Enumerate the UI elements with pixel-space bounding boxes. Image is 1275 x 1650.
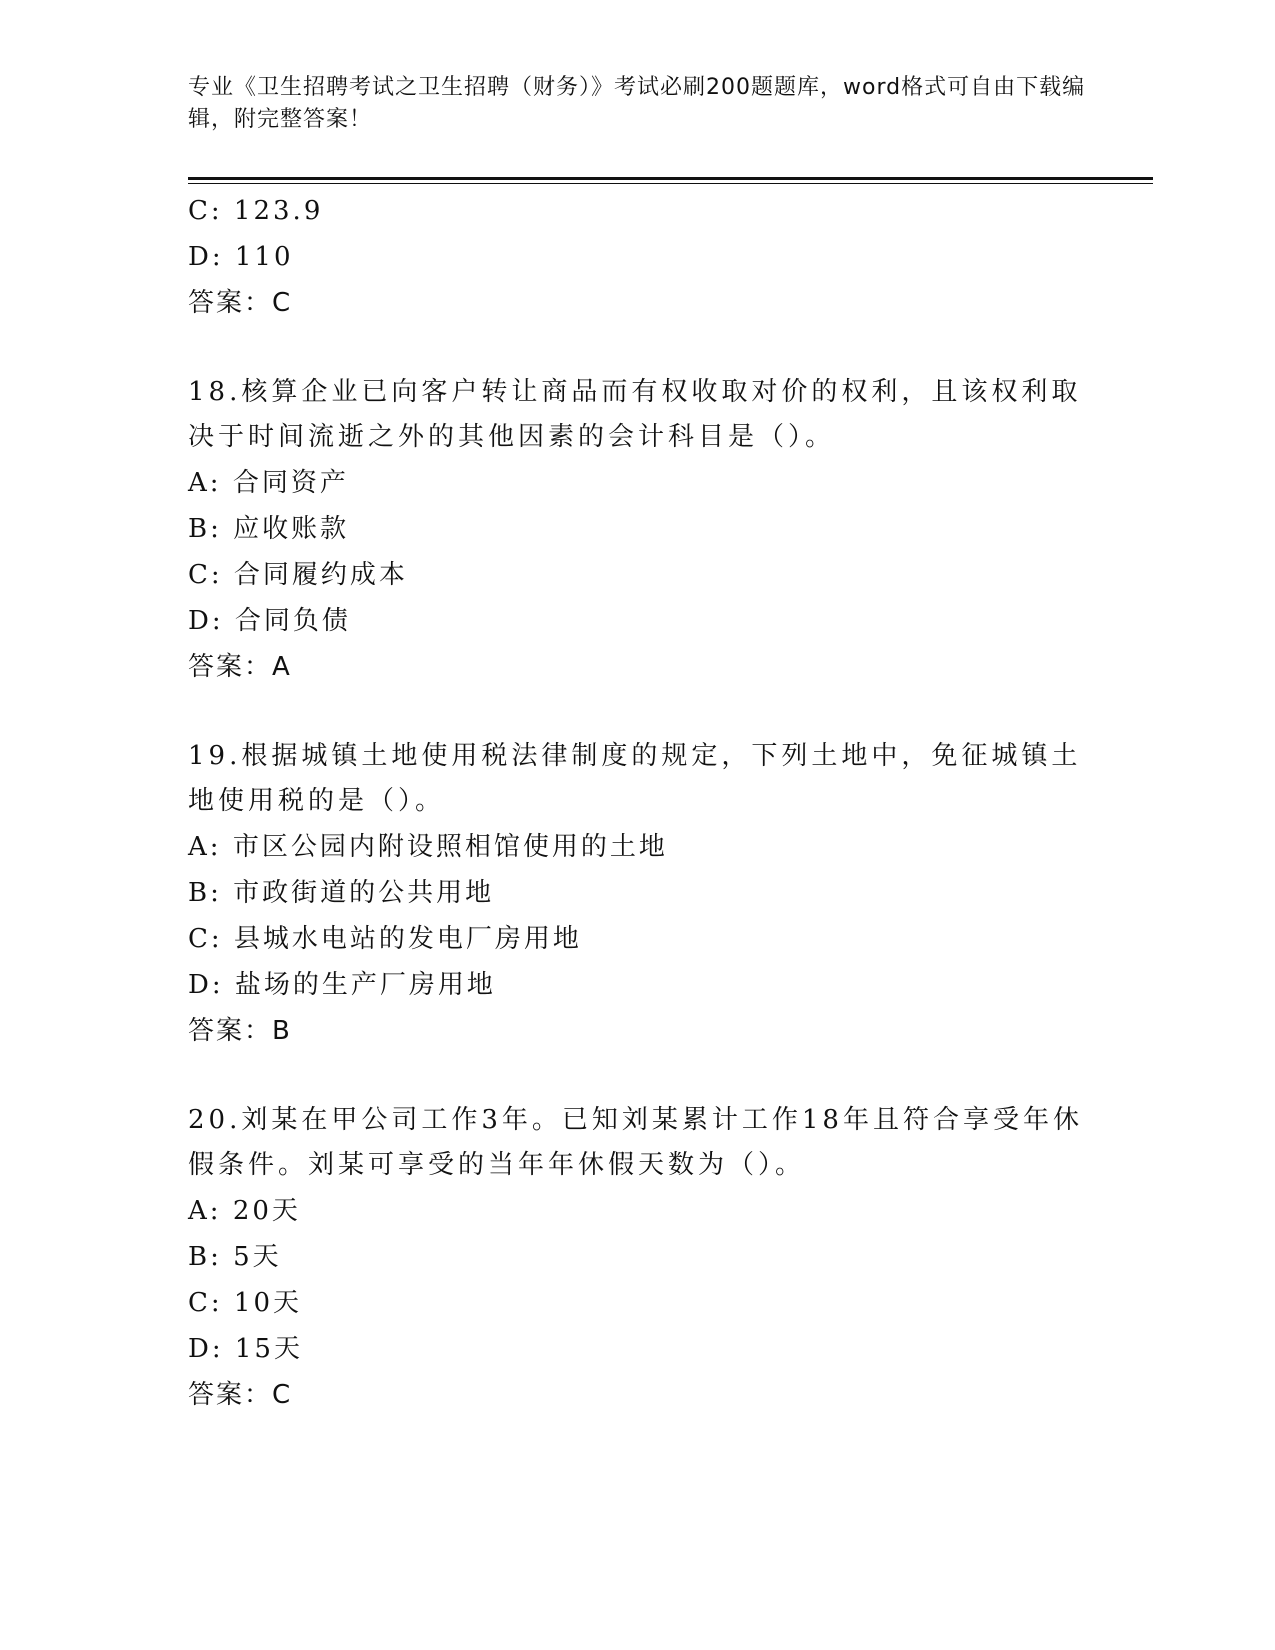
option-line bbox=[188, 1234, 1088, 1280]
option-line bbox=[188, 552, 1088, 598]
option-text: 合同履约成本 bbox=[233, 560, 408, 590]
option-label: B: bbox=[188, 514, 222, 544]
option-text: 应收账款 bbox=[233, 514, 350, 544]
answer-line: 答案：A bbox=[188, 652, 292, 682]
option-line bbox=[188, 916, 1088, 962]
option-label: C: bbox=[188, 560, 223, 590]
question-stem: 19.根据城镇土地使用税法律制度的规定，下列土地中，免征城镇土地使用税的是（）。 bbox=[188, 741, 1082, 816]
option-label: D: bbox=[188, 242, 224, 272]
question-stem: 20.刘某在甲公司工作3年。已知刘某累计工作18年且符合享受年休假条件。刘某可享受的当年年休假天数为（）。 bbox=[188, 1105, 1083, 1180]
option-label: B: bbox=[188, 878, 222, 908]
question-stem: 18.核算企业已向客户转让商品而有权收取对价的权利，且该权利取决于时间流逝之外的其他因素的会计科目是（）。 bbox=[188, 377, 1082, 452]
option-text: 20天 bbox=[232, 1196, 301, 1226]
option-label: C: bbox=[188, 924, 223, 954]
option-line bbox=[188, 506, 1088, 552]
header-rule-thick bbox=[188, 177, 1153, 180]
answer-line: 答案：C bbox=[188, 1380, 293, 1410]
option-text: 5天 bbox=[233, 1242, 282, 1272]
option-text: 县城水电站的发电厂房用地 bbox=[233, 924, 582, 954]
option-text: 110 bbox=[234, 242, 294, 272]
option-label: D: bbox=[188, 606, 224, 636]
option-label: A: bbox=[188, 832, 222, 862]
document-header: 专业《卫生招聘考试之卫生招聘（财务）》考试必刷200题题库，word格式可自由下载编辑，附完整答案！ bbox=[188, 75, 1086, 132]
option-line bbox=[188, 1188, 1088, 1234]
option-text: 123.9 bbox=[233, 196, 324, 226]
option-line bbox=[188, 824, 1088, 870]
option-text: 合同资产 bbox=[232, 468, 349, 498]
header-rule-thin bbox=[188, 183, 1153, 184]
answer-line: 答案：C bbox=[188, 288, 293, 318]
option-line bbox=[188, 870, 1088, 916]
option-label: C: bbox=[188, 1288, 223, 1318]
answer-line: 答案：B bbox=[188, 1016, 292, 1046]
option-label: A: bbox=[188, 468, 222, 498]
option-text: 合同负债 bbox=[234, 606, 351, 636]
question-content bbox=[188, 188, 1088, 1418]
option-text: 市区公园内附设照相馆使用的土地 bbox=[232, 832, 668, 862]
option-label: B: bbox=[188, 1242, 222, 1272]
option-line bbox=[188, 460, 1088, 506]
option-text: 10天 bbox=[233, 1288, 303, 1318]
option-label: C: bbox=[188, 196, 223, 226]
option-text: 市政街道的公共用地 bbox=[233, 878, 495, 908]
option-label: A: bbox=[188, 1196, 222, 1226]
option-line bbox=[188, 1326, 1088, 1372]
option-label: D: bbox=[188, 1334, 224, 1364]
option-text: 15天 bbox=[234, 1334, 303, 1364]
option-line bbox=[188, 1280, 1088, 1326]
option-line bbox=[188, 598, 1088, 644]
option-line bbox=[188, 962, 1088, 1008]
option-line bbox=[188, 234, 1088, 280]
option-label: D: bbox=[188, 970, 224, 1000]
option-text: 盐场的生产厂房用地 bbox=[234, 970, 496, 1000]
option-line bbox=[188, 188, 1088, 234]
